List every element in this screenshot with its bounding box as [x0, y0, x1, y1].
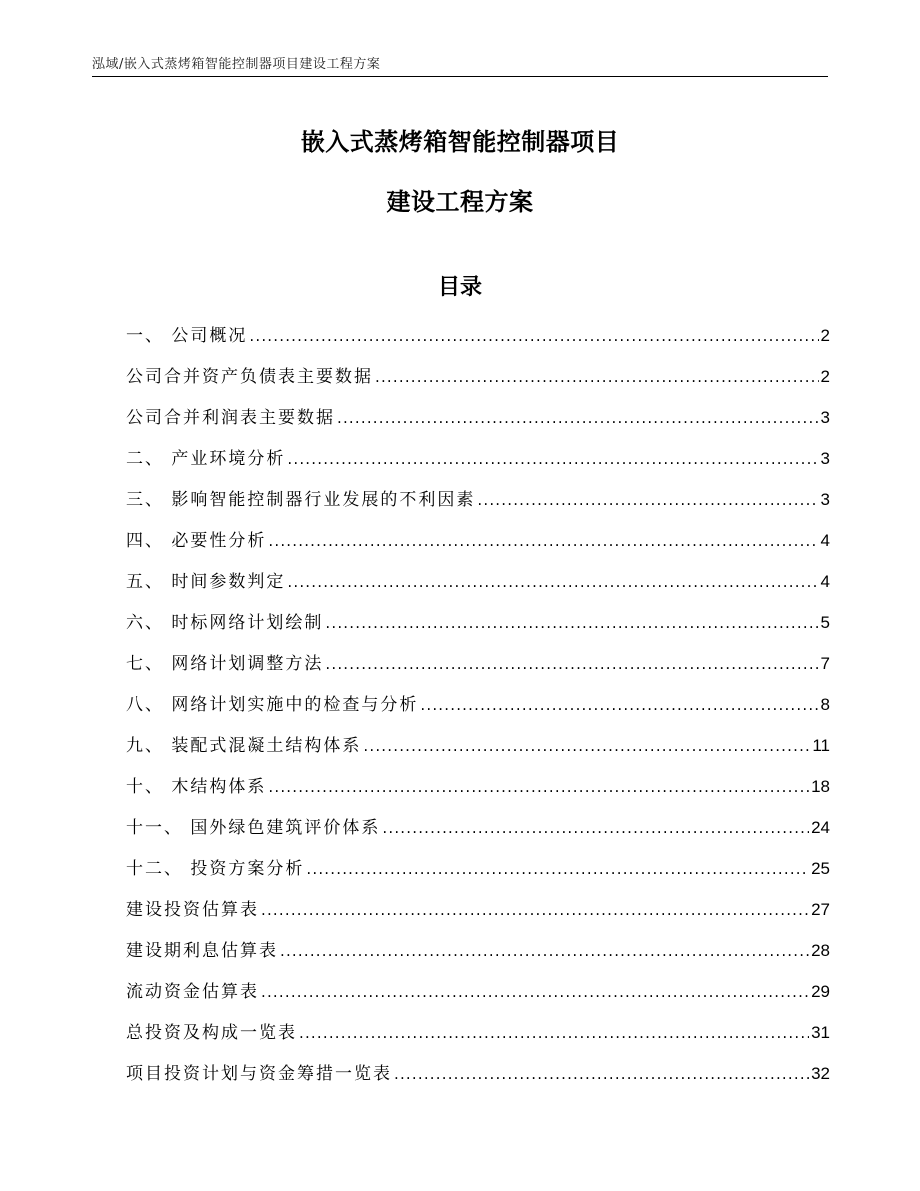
toc-leader-dots: [337, 404, 819, 432]
toc-entry[interactable]: [126, 855, 830, 896]
toc-heading: 目录: [437, 275, 482, 300]
toc-entry-page: 3: [820, 449, 830, 468]
toc-leader-dots: [477, 486, 818, 514]
toc-entry-page: 3: [820, 408, 830, 427]
toc-entry[interactable]: [126, 404, 830, 445]
toc-entry[interactable]: [126, 486, 830, 527]
toc-entry-page: 24: [811, 818, 830, 837]
toc-entry-page: 5: [820, 613, 830, 632]
toc-leader-dots: [382, 814, 809, 842]
toc-leader-dots: [306, 855, 809, 883]
toc-entry-page: 27: [811, 900, 830, 919]
toc-entry-label: 八、 网络计划实施中的检查与分析: [126, 695, 419, 715]
toc-leader-dots: [261, 896, 809, 924]
toc-entry-label: 二、 产业环境分析: [126, 449, 286, 469]
toc-entry-label: 十二、 投资方案分析: [126, 859, 305, 879]
toc-entry-label: 流动资金估算表: [126, 982, 259, 1002]
toc-entry-label: 建设投资估算表: [126, 900, 259, 920]
toc-entry-page: 28: [811, 941, 830, 960]
document-title-line-2: 建设工程方案: [386, 188, 534, 216]
toc-leader-dots: [420, 691, 818, 719]
toc-entry-label: 三、 影响智能控制器行业发展的不利因素: [126, 490, 476, 510]
toc-entry[interactable]: [126, 527, 830, 568]
toc-entry[interactable]: [126, 937, 830, 978]
toc-entry-label: 总投资及构成一览表: [126, 1023, 297, 1043]
toc-leader-dots: [325, 609, 818, 637]
toc-leader-dots: [363, 732, 810, 760]
toc-leader-dots: [249, 322, 818, 350]
toc-entry-page: 31: [811, 1023, 830, 1042]
toc-entry-page: 18: [811, 777, 830, 796]
toc-entry-label: 建设期利息估算表: [126, 941, 278, 961]
toc-entry[interactable]: [126, 650, 830, 691]
toc-leader-dots: [375, 363, 819, 391]
toc-leader-dots: [299, 1019, 809, 1047]
toc-entry-page: 3: [820, 490, 830, 509]
toc-entry-label: 十一、 国外绿色建筑评价体系: [126, 818, 381, 838]
toc-entry[interactable]: [126, 1019, 830, 1060]
toc-entry[interactable]: [126, 978, 830, 1019]
toc-entry[interactable]: [126, 363, 830, 404]
toc-entry[interactable]: [126, 732, 830, 773]
toc-leader-dots: [325, 650, 818, 678]
toc-entry-label: 一、 公司概况: [126, 326, 248, 346]
toc-entry[interactable]: [126, 568, 830, 609]
toc-entry-label: 六、 时标网络计划绘制: [126, 613, 324, 633]
toc-leader-dots: [394, 1060, 809, 1088]
toc-entry[interactable]: [126, 445, 830, 486]
toc-entry-page: 29: [811, 982, 830, 1001]
toc-entry-page: 7: [820, 654, 830, 673]
document-title-line-1: 嵌入式蒸烤箱智能控制器项目: [300, 128, 620, 156]
toc-entry[interactable]: [126, 322, 830, 363]
toc-entry-page: 8: [820, 695, 830, 714]
toc-entry[interactable]: [126, 814, 830, 855]
toc-entry-page: 4: [820, 531, 830, 550]
toc-leader-dots: [287, 445, 818, 473]
toc-entry[interactable]: [126, 1060, 830, 1101]
toc-entry-page: 25: [811, 859, 830, 878]
toc-entry-label: 九、 装配式混凝土结构体系: [126, 736, 362, 756]
toc-entry-label: 五、 时间参数判定: [126, 572, 286, 592]
toc-entry-page: 2: [820, 326, 830, 345]
toc-entry-page: 32: [811, 1064, 830, 1083]
toc-entry-label: 七、 网络计划调整方法: [126, 654, 324, 674]
header-divider: [92, 76, 828, 77]
toc-entry[interactable]: [126, 773, 830, 814]
toc-entry-page: 4: [820, 572, 830, 591]
toc-entry[interactable]: [126, 691, 830, 732]
table-of-contents: [126, 322, 830, 1101]
toc-entry[interactable]: [126, 896, 830, 937]
toc-entry-label: 四、 必要性分析: [126, 531, 267, 551]
toc-entry-label: 项目投资计划与资金筹措一览表: [126, 1064, 392, 1084]
toc-entry-page: 11: [812, 736, 830, 755]
toc-leader-dots: [268, 773, 809, 801]
toc-leader-dots: [261, 978, 809, 1006]
toc-entry-label: 公司合并资产负债表主要数据: [126, 367, 373, 387]
running-header: 泓域/嵌入式蒸烤箱智能控制器项目建设工程方案: [92, 57, 381, 72]
toc-leader-dots: [280, 937, 809, 965]
toc-entry[interactable]: [126, 609, 830, 650]
toc-entry-label: 公司合并利润表主要数据: [126, 408, 335, 428]
toc-leader-dots: [268, 527, 818, 555]
toc-leader-dots: [287, 568, 818, 596]
toc-entry-label: 十、 木结构体系: [126, 777, 267, 797]
toc-entry-page: 2: [820, 367, 830, 386]
